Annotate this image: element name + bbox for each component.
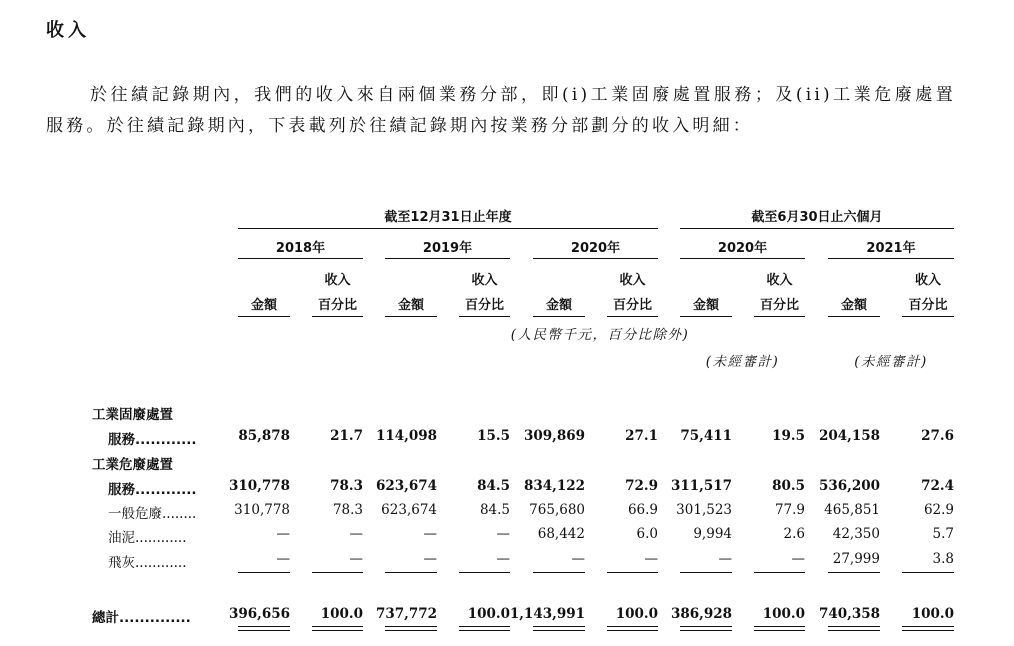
col-amount-header: 金額 [250,298,277,313]
col-rule [680,316,732,317]
col-pct-header-2: 百分比 [612,298,652,313]
hazard-cell: 623,674 [375,478,437,494]
col-rule [385,316,437,317]
col-rule [754,316,805,317]
col-rule [312,316,363,317]
flyash-cell: — [423,551,437,567]
period-header: 2019年 [422,241,473,256]
subtotal-rule [828,572,880,573]
flyash-cell: 27,999 [832,551,880,567]
subtotal-rule [533,572,585,573]
col-amount-header: 金額 [397,298,424,313]
period-header: 2021年 [866,241,916,256]
flyash-cell: — [718,551,732,567]
hazard-cell: 536,200 [818,478,880,494]
total-cell: 740,358 [818,606,880,622]
period-header: 2018年 [275,241,326,256]
solid-cell: 204,158 [818,428,880,444]
unit-note: (人民幣千元，百分比除外) [510,327,690,343]
col-amount-header: 金額 [545,298,572,313]
total-cell: 100.0 [911,606,954,622]
sludge-cell: 9,994 [693,526,732,542]
col-rule [828,316,880,317]
general-cell: 465,851 [824,502,880,518]
total-double-rule [607,626,658,631]
period-rule [828,258,954,259]
subtotal-rule [459,572,510,573]
total-double-rule [680,626,732,631]
unaudited-note: (未經審計) [854,354,928,370]
total-double-rule [312,626,363,631]
solid-cell: 19.5 [772,428,805,444]
sludge-cell: — [496,526,510,542]
period-rule [680,258,805,259]
group-rule [238,228,658,229]
flyash-cell: — [349,551,363,567]
group-rule [680,228,954,229]
sludge-cell: 68,442 [537,526,585,542]
total-double-rule [754,626,805,631]
hazard-cell: 310,778 [228,478,290,494]
section-heading: 收入 [46,20,90,41]
general-cell: 301,523 [676,502,732,518]
total-double-rule [828,626,880,631]
total-double-rule [533,626,585,631]
flyash-cell: 3.8 [932,551,954,567]
row-label: 一般危廢........ [108,506,197,522]
subtotal-rule [312,572,363,573]
col-pct-header-1: 收入 [914,273,941,288]
flyash-cell: — [644,551,658,567]
total-double-rule [902,626,954,631]
col-rule [533,316,585,317]
col-pct-header-2: 百分比 [759,298,799,313]
col-pct-header-2: 百分比 [908,298,948,313]
total-cell: 1,143,991 [509,606,585,622]
general-cell: 66.9 [627,502,658,518]
sludge-cell: — [423,526,437,542]
hazard-cell: 311,517 [670,478,732,494]
general-cell: 310,778 [234,502,290,518]
period-header: 2020年 [570,241,621,256]
hazard-cell: 78.3 [330,478,363,494]
total-cell: 737,772 [375,606,437,622]
general-cell: 623,674 [381,502,437,518]
col-pct-header-1: 收入 [324,273,351,288]
solid-cell: 114,098 [375,428,437,444]
total-cell: 100.0 [615,606,658,622]
flyash-cell: — [571,551,585,567]
subtotal-rule [238,572,290,573]
flyash-cell: — [791,551,805,567]
total-cell: 100.0 [762,606,805,622]
col-rule [238,316,290,317]
sludge-cell: — [276,526,290,542]
solid-cell: 75,411 [680,428,732,444]
solid-cell: 21.7 [330,428,363,444]
group-header-annual: 截至12月31日止年度 [384,210,512,225]
sludge-cell: 2.6 [783,526,805,542]
total-double-rule [385,626,437,631]
flyash-cell: — [496,551,510,567]
subtotal-rule [385,572,437,573]
intro-paragraph: 於往績記錄期內，我們的收入來自兩個業務分部，即(i)工業固廢處置服務；及(ii)工業危廢處置服務。於往績記錄期內，下表載列於往績記錄期內按業務分部劃分的收入明細： [46,85,956,136]
solid-cell: 85,878 [238,428,290,444]
period-rule [385,258,510,259]
general-cell: 84.5 [479,502,510,518]
row-label: 飛灰............ [108,555,187,571]
sludge-cell: 6.0 [636,526,658,542]
hazard-cell: 80.5 [772,478,805,494]
col-pct-header-2: 百分比 [317,298,357,313]
col-rule [607,316,658,317]
col-pct-header-1: 收入 [471,273,498,288]
flyash-cell: — [276,551,290,567]
col-rule [902,316,954,317]
row-label: 油泥............ [108,530,187,546]
solid-cell: 309,869 [523,428,585,444]
total-cell: 100.0 [467,606,510,622]
col-amount-header: 金額 [840,298,867,313]
row-label: 服務............ [108,432,197,448]
general-cell: 78.3 [332,502,363,518]
total-double-rule [238,626,290,631]
col-pct-header-1: 收入 [766,273,793,288]
row-label: 工業固廢處置 [92,407,173,423]
solid-cell: 27.1 [625,428,658,444]
subtotal-rule [754,572,805,573]
col-pct-header-1: 收入 [619,273,646,288]
subtotal-rule [607,572,658,573]
period-rule [533,258,658,259]
solid-cell: 15.5 [477,428,510,444]
sludge-cell: 5.7 [932,526,954,542]
total-cell: 386,928 [670,606,732,622]
group-header-interim: 截至6月30日止六個月 [751,210,883,225]
total-double-rule [459,626,510,631]
hazard-cell: 84.5 [477,478,510,494]
row-label: 工業危廢處置 [92,457,173,473]
row-label: 服務............ [108,482,197,498]
hazard-cell: 72.4 [921,478,954,494]
col-pct-header-2: 百分比 [464,298,504,313]
general-cell: 765,680 [529,502,585,518]
subtotal-rule [680,572,732,573]
general-cell: 62.9 [923,502,954,518]
period-header: 2020年 [717,241,768,256]
subtotal-rule [902,572,954,573]
row-label: 總計.............. [92,610,191,626]
unaudited-note: (未經審計) [705,354,780,370]
period-rule [238,258,363,259]
solid-cell: 27.6 [921,428,954,444]
total-cell: 100.0 [320,606,363,622]
col-amount-header: 金額 [692,298,719,313]
col-rule [459,316,510,317]
sludge-cell: — [349,526,363,542]
general-cell: 77.9 [774,502,805,518]
hazard-cell: 72.9 [625,478,658,494]
hazard-cell: 834,122 [523,478,585,494]
total-cell: 396,656 [228,606,290,622]
sludge-cell: 42,350 [832,526,880,542]
